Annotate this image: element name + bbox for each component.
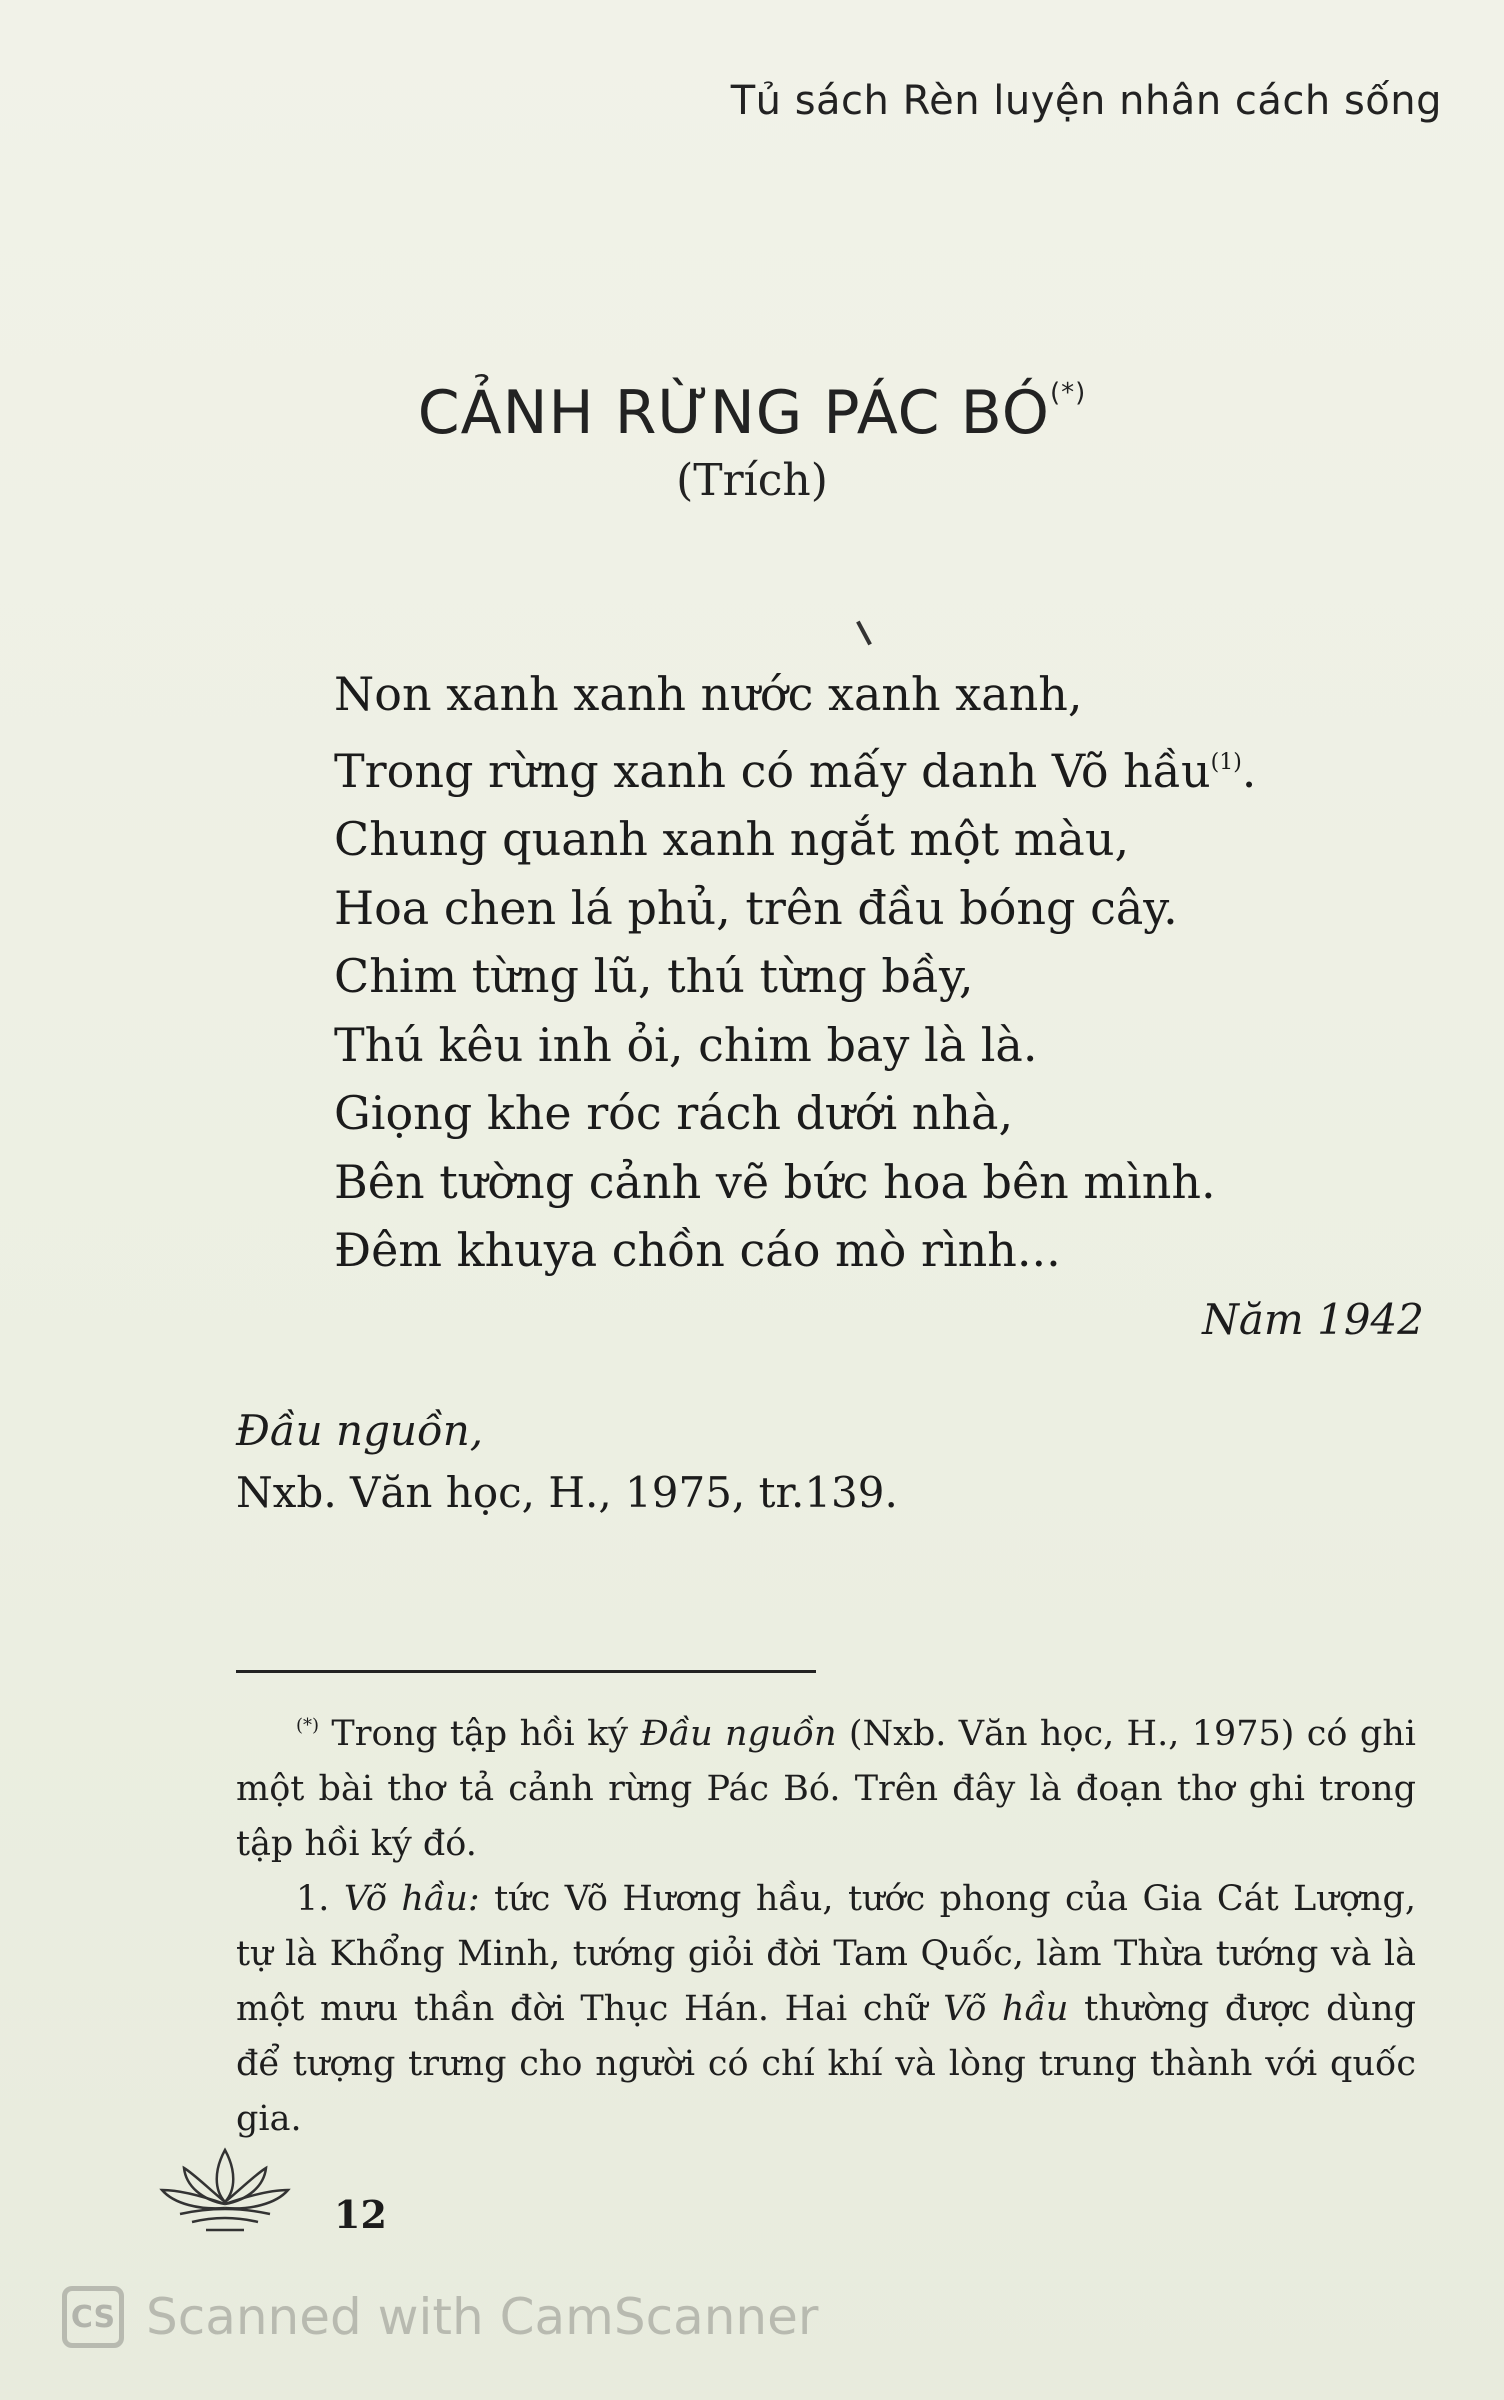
footnote-term: Võ hầu: — [343, 1879, 480, 1919]
footnote-star-mark: (*) — [296, 1715, 320, 1736]
poem-line: Non xanh xanh nước xanh xanh, — [334, 667, 1083, 721]
footnote-text: Trong tập hồi ký — [319, 1714, 641, 1754]
poem-line: Bên tường cảnh vẽ bức hoa bên mình. — [334, 1154, 1216, 1209]
footnote-text: (Nxb. Văn học, H., 1975) có ghi một bài thơ tả cảnh rừng Pác Bó. Trên đây là đoạn thơ ghi trong tập hồi ký đó. — [236, 1714, 1416, 1864]
footnote-book-title: Đầu nguồn — [640, 1714, 837, 1754]
poem-subtitle: (Trích) — [676, 455, 828, 506]
watermark-text: Scanned with CamScanner — [146, 2288, 819, 2346]
pen-mark — [856, 621, 872, 646]
scanner-watermark — [62, 2282, 818, 2352]
poem-line: Chung quanh xanh ngắt một màu, — [334, 812, 1130, 866]
source-publication: Nxb. Văn học, H., 1975, tr.139. — [236, 1468, 898, 1517]
footnote-divider — [236, 1670, 816, 1673]
poem-line-text: Trong rừng xanh có mấy danh Võ hầu — [334, 743, 1211, 798]
series-header: Tủ sách Rèn luyện nhân cách sống — [730, 78, 1442, 124]
line-footnote-mark: (1) — [1210, 749, 1242, 775]
footnote-text: thường được dùng để tượng trưng cho người có chí khí và lòng trung thành với quốc gia. — [236, 1989, 1417, 2139]
line-end-punct: . — [1241, 743, 1257, 798]
poem-line: Đêm khuya chồn cáo mò rình... — [334, 1223, 1061, 1277]
poem-line: Giọng khe róc rách dưới nhà, — [334, 1086, 1014, 1140]
camscanner-logo-icon: CS — [62, 2286, 124, 2348]
footnote-1 — [236, 1872, 1416, 2147]
poem-line: Chim từng lũ, thú từng bầy, — [334, 949, 974, 1003]
source-citation — [236, 1400, 898, 1524]
source-book-title: Đầu nguồn, — [236, 1406, 484, 1455]
page-number: 12 — [334, 2192, 387, 2237]
footnote-number: 1. — [296, 1879, 344, 1919]
poem-title — [0, 378, 1504, 448]
poem-year: Năm 1942 — [1202, 1295, 1424, 1344]
footnotes — [236, 1698, 1416, 2147]
footnote-term: Võ hầu — [943, 1989, 1069, 2029]
poem-title-text: CẢNH RỪNG PÁC BÓ — [417, 378, 1050, 448]
title-footnote-mark: (*) — [1049, 378, 1087, 408]
poem-line: Hoa chen lá phủ, trên đầu bóng cây. — [334, 880, 1178, 935]
footnote-text: tức Võ Hương hầu, tước phong của Gia Cát Lượng, tự là Khổng Minh, tướng giỏi đời Tam Quốc, làm Thừa tướng và là một mưu thần đời Thục Hán. Hai chữ — [236, 1879, 1416, 2029]
footnote-star — [236, 1698, 1416, 1872]
lotus-icon — [150, 2138, 300, 2238]
poem-line: Thú kêu inh ỏi, chim bay là là. — [334, 1017, 1038, 1072]
poem-body — [334, 660, 1256, 1285]
poem-line — [334, 729, 1256, 806]
